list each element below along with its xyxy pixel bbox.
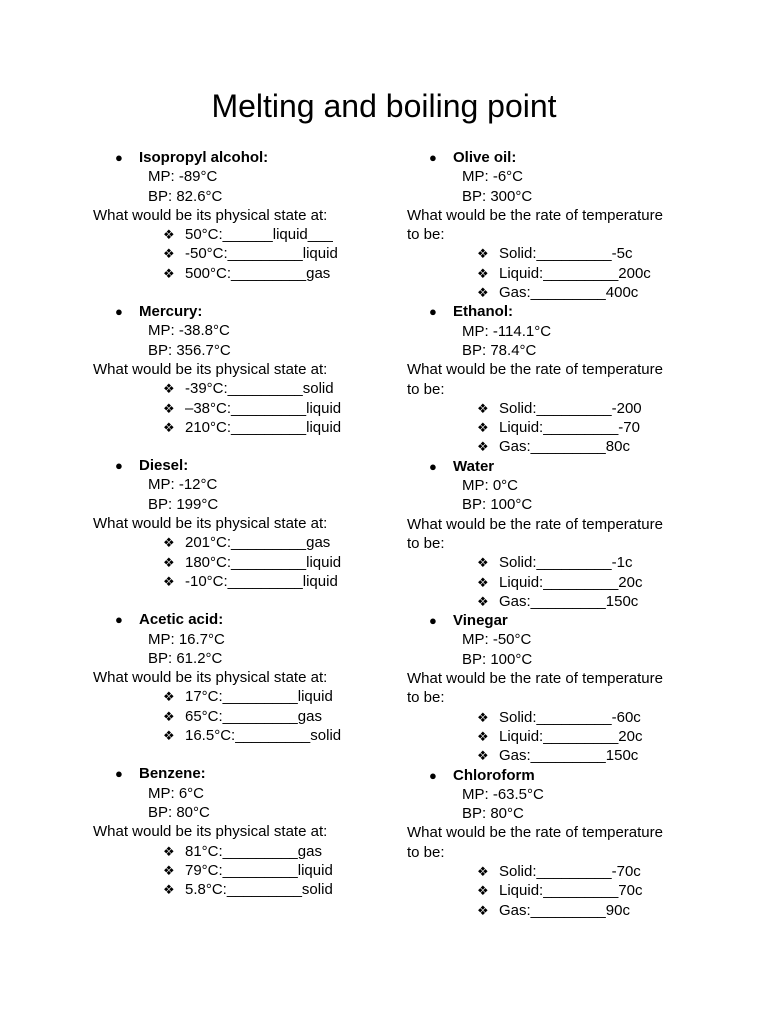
diamond-bullet-icon: ❖ [477,439,489,455]
answer-option: ❖ -10°C:_________liquid [163,572,338,590]
answer-option: ❖ Solid:_________-5c [477,245,633,263]
boiling-point: BP: 82.6°C [148,187,223,205]
bullet-icon: ● [429,304,437,320]
bullet-icon: ● [115,304,123,320]
substance-name: Diesel: [139,457,189,475]
boiling-point: BP: 199°C [148,495,219,513]
answer-option: ❖ -50°C:_________liquid [163,245,338,263]
answer-option: ❖ 81°C:_________gas [163,842,322,860]
melting-point: MP: -38.8°C [148,322,230,340]
diamond-bullet-icon: ❖ [163,535,175,551]
diamond-bullet-icon: ❖ [477,285,489,301]
diamond-bullet-icon: ❖ [163,843,175,859]
diamond-bullet-icon: ❖ [163,689,175,705]
diamond-bullet-icon: ❖ [163,882,175,898]
melting-point: MP: -89°C [148,168,218,186]
answer-option: ❖ Gas:_________150c [477,747,639,765]
question-continued: to be: [407,843,445,861]
answer-option: ❖ Gas:_________80c [477,438,630,456]
substance-name: Acetic acid: [139,611,224,629]
diamond-bullet-icon: ❖ [163,381,175,397]
answer-option: ❖ Liquid:_________200c [477,264,651,282]
diamond-bullet-icon: ❖ [477,902,489,918]
diamond-bullet-icon: ❖ [477,748,489,764]
substance-benzene [93,764,383,899]
substance-name: Chloroform [453,766,535,784]
answer-option: ❖ 17°C:_________liquid [163,688,333,706]
bullet-icon: ● [429,150,437,165]
diamond-bullet-icon: ❖ [163,573,175,589]
boiling-point: BP: 80°C [148,803,210,821]
diamond-bullet-icon: ❖ [477,400,489,416]
substance-name: Water [453,457,495,475]
boiling-point: BP: 61.2°C [148,649,223,667]
answer-option: ❖ 16.5°C:_________solid [163,727,342,745]
answer-option: ❖ 65°C:_________gas [163,707,322,725]
diamond-bullet-icon: ❖ [477,593,489,609]
spacer [93,283,383,302]
question-continued: to be: [407,534,445,552]
substance-name: Ethanol: [453,303,513,321]
spacer [93,745,383,764]
substance-name: Vinegar [453,612,508,630]
page-title: Melting and boiling point [211,88,557,124]
answer-option: ❖ 201°C:_________gas [163,534,331,552]
melting-point: MP: -50°C [462,631,532,649]
diamond-bullet-icon: ❖ [477,555,489,571]
answer-option: ❖ Liquid:_________-70 [477,419,640,437]
diamond-bullet-icon: ❖ [477,420,489,436]
diamond-bullet-icon: ❖ [477,863,489,879]
spacer [93,437,383,456]
substance-name: Benzene: [139,765,206,783]
substance-mercury [93,302,383,437]
substance-acetic-acid [93,610,383,745]
diamond-bullet-icon: ❖ [477,246,489,262]
answer-option: ❖ -39°C:_________solid [163,380,334,398]
boiling-point: BP: 356.7°C [148,341,231,359]
question: What would be its physical state at: [93,515,328,533]
question-continued: to be: [407,380,445,398]
melting-point: MP: -12°C [148,476,218,494]
substance-vinegar [407,611,697,765]
boiling-point: BP: 100°C [462,650,533,668]
substance-name: Mercury: [139,303,203,321]
diamond-bullet-icon: ❖ [477,574,489,590]
diamond-bullet-icon: ❖ [163,708,175,724]
diamond-bullet-icon: ❖ [163,728,175,744]
diamond-bullet-icon: ❖ [163,227,175,243]
diamond-bullet-icon: ❖ [163,265,175,281]
melting-point: MP: -114.1°C [462,322,552,340]
answer-option: ❖ Gas:_________400c [477,284,639,302]
right-column [407,148,697,920]
bullet-icon: ● [115,766,123,782]
melting-point: MP: 0°C [462,477,519,495]
question-continued: to be: [407,226,445,244]
answer-option: ❖ Liquid:_________20c [477,727,643,745]
diamond-bullet-icon: ❖ [163,419,175,435]
answer-option: ❖ Liquid:_________20c [477,573,643,591]
diamond-bullet-icon: ❖ [163,400,175,416]
substance-olive-oil [407,148,697,302]
diamond-bullet-icon: ❖ [163,554,175,570]
question-continued: to be: [407,689,445,707]
answer-option: ❖ 50°C:______liquid___ [163,226,333,244]
melting-point: MP: -63.5°C [462,785,544,803]
diamond-bullet-icon: ❖ [163,246,175,262]
answer-option: ❖ 210°C:_________liquid [163,418,342,436]
substance-name: Olive oil: [453,149,517,166]
answer-option: ❖ Liquid:_________70c [477,882,643,900]
bullet-icon: ● [115,458,123,474]
question: What would be its physical state at: [93,823,328,841]
bullet-icon: ● [115,612,123,628]
diamond-bullet-icon: ❖ [477,709,489,725]
diamond-bullet-icon: ❖ [477,728,489,744]
bullet-icon: ● [429,613,437,629]
answer-option: ❖ Solid:_________-1c [477,554,633,572]
question: What would be its physical state at: [93,669,328,687]
bullet-icon: ● [429,458,437,474]
answer-option: ❖ 500°C:_________gas [163,264,331,282]
spacer [93,591,383,610]
bullet-icon: ● [115,150,123,165]
melting-point: MP: -6°C [462,168,524,186]
melting-point: MP: 6°C [148,784,205,802]
answer-option: ❖ 5.8°C:_________solid [163,881,333,899]
answer-option: ❖ Gas:_________150c [477,592,639,610]
substance-isopropyl-alcohol [93,148,383,283]
answer-option: ❖ Solid:_________-200 [477,399,642,417]
diamond-bullet-icon: ❖ [477,883,489,899]
boiling-point: BP: 80°C [462,805,524,823]
question: What would be the rate of temperature [407,515,663,533]
question: What would be its physical state at: [93,206,328,224]
substance-water [407,457,697,611]
boiling-point: BP: 78.4°C [462,341,537,359]
answer-option: ❖ –38°C:_________liquid [163,399,342,417]
substance-diesel [93,456,383,591]
answer-option: ❖ 79°C:_________liquid [163,861,333,879]
boiling-point: BP: 300°C [462,187,533,205]
answer-option: ❖ Solid:_________-60c [477,708,641,726]
melting-point: MP: 16.7°C [148,630,225,648]
diamond-bullet-icon: ❖ [477,265,489,281]
substance-ethanol [407,302,697,456]
answer-option: ❖ 180°C:_________liquid [163,553,342,571]
bullet-icon: ● [429,767,437,783]
question: What would be the rate of temperature [407,361,663,379]
diamond-bullet-icon: ❖ [163,862,175,878]
substance-chloroform [407,766,697,920]
question: What would be the rate of temperature [407,824,663,842]
answer-option: ❖ Gas:_________90c [477,901,630,919]
substance-name: Isopropyl alcohol: [139,149,269,166]
left-column [93,148,383,899]
question: What would be the rate of temperature [407,206,663,224]
answer-option: ❖ Solid:_________-70c [477,862,641,880]
question: What would be the rate of temperature [407,670,663,688]
question: What would be its physical state at: [93,360,328,378]
boiling-point: BP: 100°C [462,496,533,514]
